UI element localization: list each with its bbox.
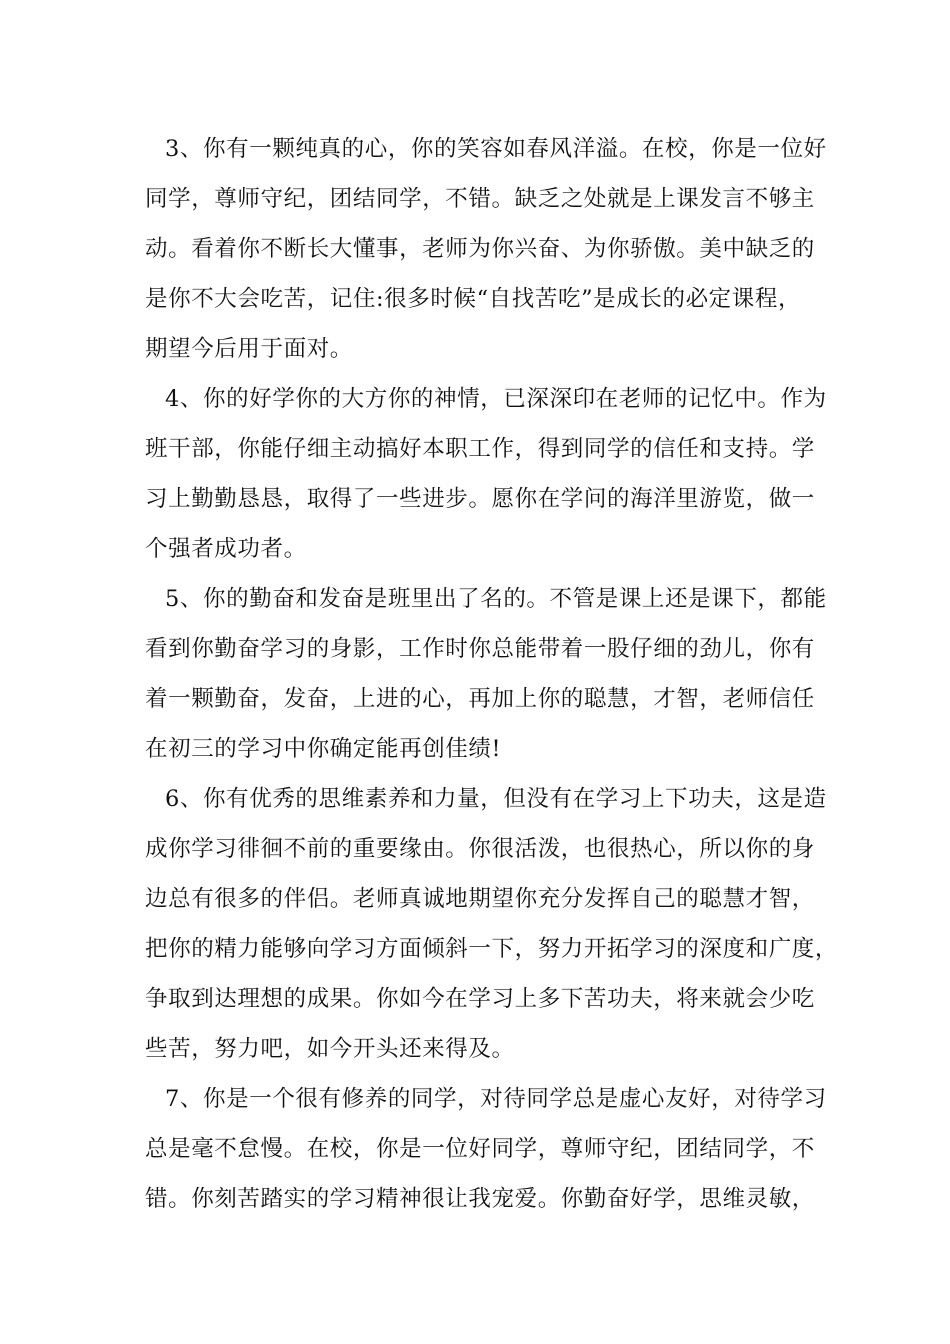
paragraph-line: 4、你的好学你的大方你的神情，已深深印在老师的记忆中。作为 — [165, 386, 827, 412]
paragraph-line: 同学，尊师守纪，团结同学，不错。缺乏之处就是上课发言不够主 — [145, 186, 815, 212]
paragraph-line: 在初三的学习中你确定能再创佳绩! — [145, 736, 502, 762]
paragraph-3 — [145, 124, 835, 374]
paragraph-line: 总是毫不怠慢。在校，你是一位好同学，尊师守纪，团结同学，不 — [145, 1136, 815, 1162]
paragraph-line: 些苦，努力吧，如今开头还来得及。 — [145, 1036, 515, 1062]
paragraph-line: 错。你刻苦踏实的学习精神很让我宠爱。你勤奋好学，思维灵敏， — [145, 1186, 815, 1212]
paragraph-6 — [145, 774, 839, 1074]
paragraph-line: 着一颗勤奋，发奋，上进的心，再加上你的聪慧，才智，老师信任 — [145, 686, 815, 712]
paragraph-5 — [145, 574, 835, 774]
paragraph-line: 边总有很多的伴侣。老师真诚地期望你充分发挥自己的聪慧才智， — [145, 886, 815, 912]
paragraph-line: 班干部，你能仔细主动搞好本职工作，得到同学的信任和支持。学 — [145, 436, 815, 462]
paragraph-7 — [145, 1074, 835, 1224]
paragraph-line: 7、你是一个很有修养的同学，对待同学总是虚心友好，对待学习 — [165, 1086, 827, 1112]
paragraph-line: 动。看着你不断长大懂事，老师为你兴奋、为你骄傲。美中缺乏的 — [145, 236, 815, 262]
paragraph-line: 看到你勤奋学习的身影，工作时你总能带着一股仔细的劲儿，你有 — [145, 636, 815, 662]
paragraph-line: 是你不大会吃苦，记住:很多时候“自找苦吃”是成长的必定课程， — [145, 286, 802, 312]
paragraph-line: 期望今后用于面对。 — [145, 336, 353, 362]
paragraph-line: 把你的精力能够向学习方面倾斜一下，努力开拓学习的深度和广度， — [145, 936, 839, 962]
paragraph-4 — [145, 374, 835, 574]
document-body — [145, 124, 839, 1224]
paragraph-line: 成你学习徘徊不前的重要缘由。你很活泼，也很热心，所以你的身 — [145, 836, 815, 862]
paragraph-line: 争取到达理想的成果。你如今在学习上多下苦功夫，将来就会少吃 — [145, 986, 815, 1012]
paragraph-line: 个强者成功者。 — [145, 536, 307, 562]
paragraph-line: 6、你有优秀的思维素养和力量，但没有在学习上下功夫，这是造 — [165, 786, 827, 812]
paragraph-line: 3、你有一颗纯真的心，你的笑容如春风洋溢。在校，你是一位好 — [165, 136, 827, 162]
paragraph-line: 习上勤勤恳恳，取得了一些进步。愿你在学问的海洋里游览，做一 — [145, 486, 815, 512]
paragraph-line: 5、你的勤奋和发奋是班里出了名的。不管是课上还是课下，都能 — [165, 586, 827, 612]
